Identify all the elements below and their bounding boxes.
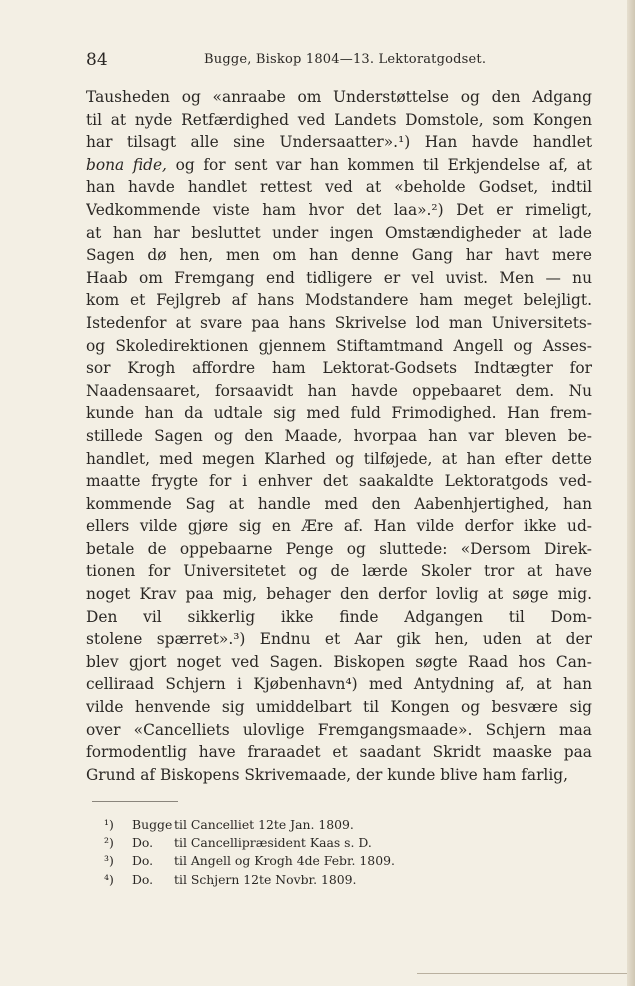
text-line: at han har besluttet under ingen Omstændigheder at lade — [86, 223, 592, 242]
text-line: blev gjort noget ved Sagen. Biskopen søgte Raad hos Can- — [86, 652, 592, 671]
text-line: stolene spærret».³) Endnu et Aar gik hen, uden at der — [86, 630, 592, 649]
footnote — [104, 852, 464, 870]
text-line: Tausheden og «anraabe om Understøttelse og den Adgang — [86, 88, 592, 106]
footnote-mark: ¹) — [104, 817, 114, 832]
footnote — [104, 834, 464, 852]
text-line: Sagen dø hen, men om han denne Gang har havt mere — [86, 246, 592, 265]
text-line: han havde handlet rettest ved at «beholde Godset, indtil — [86, 178, 592, 197]
text-line: har tilsagt alle sine Undersaatter».¹) Han havde handlet — [86, 133, 592, 152]
text-line: betale de oppebaarne Penge og sluttede: «Dersom Direk- — [86, 539, 592, 558]
text-line: Den vil sikkerlig ikke finde Adgangen til Dom- — [86, 607, 592, 626]
footnote-text: til Schjern 12te Novbr. 1809. — [174, 871, 357, 887]
text-line: Haab om Fremgang end tidligere er vel uvist. Men — nu — [86, 268, 592, 287]
text-line: Istedenfor at svare paa hans Skrivelse lod man Universitets- — [86, 313, 592, 332]
text-line: ellers vilde gjøre sig en Ære af. Han vilde derfor ikke ud- — [86, 517, 592, 536]
footnote-mark: ⁴) — [104, 871, 114, 887]
footnote-mark: ³) — [104, 853, 114, 869]
text-line: formodentlig have fraraadet et saadant Skridt maaske paa — [86, 743, 592, 762]
text-line: Vedkommende viste ham hvor det laa».²) Det er rimeligt, — [86, 200, 592, 219]
text-line: tionen for Universitetet og de lærde Skoler tror at have — [86, 562, 592, 581]
text-line: Naadensaaret, forsaavidt han havde oppebaaret dem. Nu — [86, 381, 592, 400]
text-line: handlet, med megen Klarhed og tilføjede, at han efter dette — [86, 449, 592, 468]
footnote-label: Do. — [132, 871, 154, 887]
footnote-label: Bugge — [132, 817, 173, 832]
footnotes — [104, 816, 464, 889]
running-head: Bugge, Biskop 1804—13. Lektoratgodset. — [204, 52, 487, 67]
footnote-text: til Cancellipræsident Kaas s. D. — [174, 835, 372, 851]
page-header — [86, 50, 515, 74]
text-line: sor Krogh affordre ham Lektorat-Godsets Indtægter for — [86, 359, 592, 378]
page-edge — [627, 0, 635, 986]
text-line: kommende Sag at handle med den Aabenhjertighed, han — [86, 494, 592, 513]
footnote — [104, 816, 464, 834]
text-line: kom et Fejlgreb af hans Modstandere ham meget beleјligt. — [86, 291, 592, 310]
footnote-mark: ²) — [104, 835, 114, 851]
page-number: 84 — [86, 50, 108, 70]
text-line: maatte frygte for i enhver det saakaldte Lektoratgods ved- — [86, 472, 592, 491]
footnote-label: Do. — [132, 853, 154, 869]
text-line: til at nyde Retfærdighed ved Landets Domstole, som Kongen — [86, 110, 592, 129]
text-line: noget Krav paa mig, behager den derfor lovlig at søge mig. — [86, 585, 592, 604]
footnote-text: til Cancelliet 12te Jan. 1809. — [174, 817, 354, 832]
body-text — [86, 86, 592, 786]
text-line: Grund af Biskopens Skrivemaade, der kunde blive ham farlig, — [86, 765, 569, 784]
text-line: celliraad Schjern i Kjøbenhavn⁴) med Antydning af, at han — [86, 675, 592, 694]
text-line: kunde han da udtale sig med fuld Frimodighed. Han frem- — [86, 404, 592, 423]
footnote-text: til Angell og Krogh 4de Febr. 1809. — [174, 853, 395, 869]
page-corner-shadow — [417, 973, 627, 974]
text-line: stillede Sagen og den Maade, hvorpaa han var bleven be- — [86, 426, 592, 445]
text-line: bona fide, og for sent var han kommen til Erkjendelse af, at — [86, 155, 592, 174]
text-line: over «Cancelliets ulovlige Fremgangsmaade». Schjern maa — [86, 720, 592, 739]
text-line: og Skoledirektionen gjennem Stiftamtmand Angell og Asses- — [86, 336, 592, 355]
footnote-label: Do. — [132, 835, 154, 851]
text-line: vilde henvende sig umiddelbart til Kongen og besvære sig — [86, 698, 592, 717]
footnote — [104, 871, 464, 889]
footnote-divider — [92, 801, 178, 802]
